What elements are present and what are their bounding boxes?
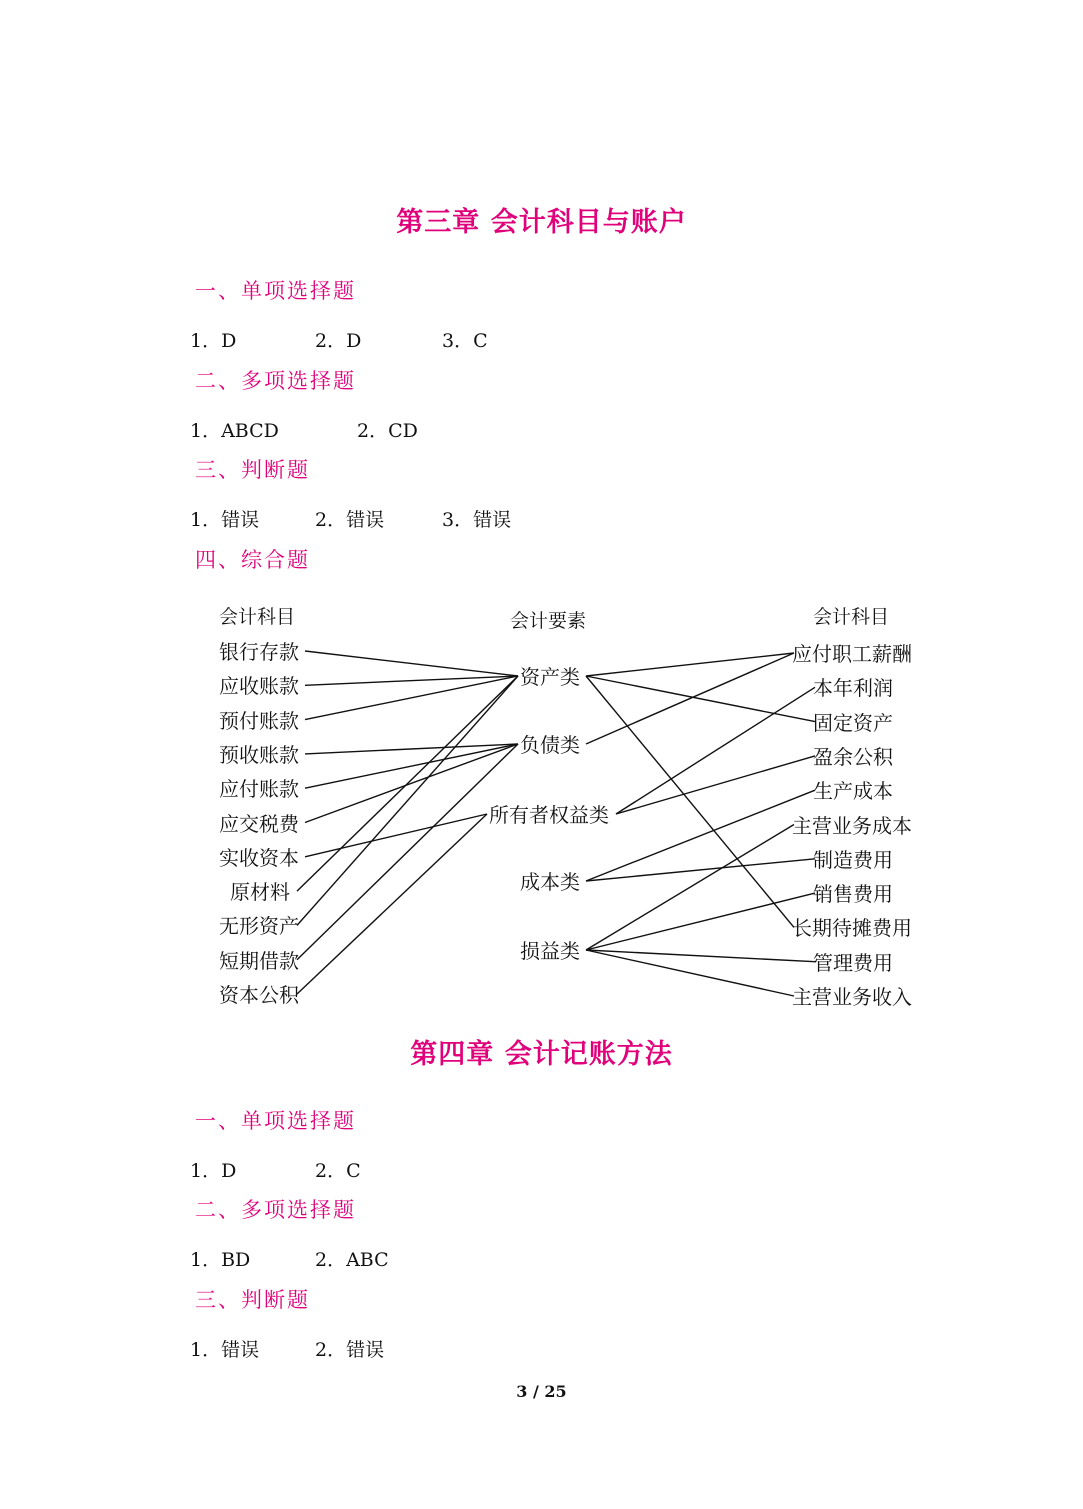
connector-line (586, 950, 794, 996)
connector-line (297, 744, 518, 960)
left-column-heading: 会计科目 (219, 606, 296, 628)
left-item: 无形资产 (219, 914, 299, 939)
left-item: 预付账款 (219, 708, 299, 733)
ch4-true-false-heading: 三、判断题 (195, 1288, 310, 1312)
answer: 1．D (190, 1160, 237, 1182)
connector-line (305, 744, 518, 823)
answer: 1．ABCD (190, 420, 279, 442)
middle-item: 负债类 (520, 733, 580, 757)
connector-line (586, 859, 815, 881)
left-item: 预收账款 (219, 742, 299, 767)
right-item: 应付职工薪酬 (792, 642, 912, 666)
answer: 2．错误 (315, 1339, 385, 1361)
connector-line (586, 790, 815, 881)
right-item: 主营业务收入 (792, 985, 912, 1009)
answer: 2．错误 (315, 509, 385, 531)
left-item: 应交税费 (219, 811, 299, 836)
connector-line (297, 814, 487, 994)
middle-item: 损益类 (520, 939, 580, 963)
right-item: 主营业务成本 (792, 813, 912, 838)
connector-line (305, 651, 518, 676)
right-item: 制造费用 (813, 847, 893, 872)
connector-line (305, 744, 518, 788)
right-item: 长期待摊费用 (792, 916, 912, 941)
middle-item: 所有者权益类 (489, 803, 609, 827)
right-item: 盈余公积 (813, 744, 893, 769)
answer: 1．错误 (190, 1339, 260, 1361)
connector-line (586, 653, 794, 676)
middle-item: 资产类 (520, 665, 580, 689)
answer: 1．错误 (190, 509, 260, 531)
ch3-true-false-heading: 三、判断题 (195, 458, 310, 482)
right-item: 固定资产 (813, 710, 893, 735)
answer: 2．CD (357, 420, 418, 442)
chapter-4-title: 第四章 会计记账方法 (410, 1039, 673, 1070)
ch4-single-choice-heading: 一、单项选择题 (195, 1109, 356, 1133)
left-item: 应付账款 (219, 777, 299, 802)
connector-line (305, 814, 487, 857)
right-item: 管理费用 (813, 950, 893, 975)
right-item: 生产成本 (813, 779, 893, 804)
left-item: 银行存款 (219, 640, 299, 664)
connector-line (305, 744, 518, 754)
left-item: 短期借款 (219, 948, 299, 973)
connector-line (586, 825, 794, 951)
connector-line (586, 893, 815, 950)
connector-line (586, 950, 815, 962)
connector-line (616, 756, 815, 814)
connector-line (586, 676, 794, 927)
left-item: 实收资本 (219, 845, 299, 870)
answer: 3．错误 (442, 509, 512, 531)
connector-line (616, 687, 815, 814)
right-item: 本年利润 (813, 676, 893, 701)
answer: 3．C (442, 330, 488, 352)
answer: 2．D (315, 330, 362, 352)
middle-item: 成本类 (520, 870, 580, 894)
ch3-comprehensive-heading: 四、综合题 (195, 548, 310, 572)
right-column-heading: 会计科目 (813, 606, 890, 628)
answer: 1．D (190, 330, 237, 352)
left-item: 原材料 (230, 880, 290, 905)
page-number: 3 / 25 (516, 1382, 567, 1401)
connector-line (297, 676, 518, 925)
left-item: 资本公积 (219, 983, 299, 1007)
chapter-3-title: 第三章 会计科目与账户 (396, 207, 687, 238)
connector-line (586, 653, 794, 744)
middle-column-heading: 会计要素 (510, 610, 587, 632)
ch3-multi-choice-heading: 二、多项选择题 (195, 369, 356, 393)
matching-diagram (0, 590, 1083, 1020)
connector-line (305, 676, 518, 685)
ch3-single-choice-heading: 一、单项选择题 (195, 279, 356, 303)
ch4-multi-choice-heading: 二、多项选择题 (195, 1198, 356, 1222)
answer: 2．C (315, 1160, 361, 1182)
right-item: 销售费用 (813, 882, 893, 907)
connector-line (586, 676, 815, 722)
answer: 2．ABC (315, 1249, 389, 1271)
left-item: 应收账款 (219, 674, 299, 699)
answer: 1．BD (190, 1249, 251, 1271)
